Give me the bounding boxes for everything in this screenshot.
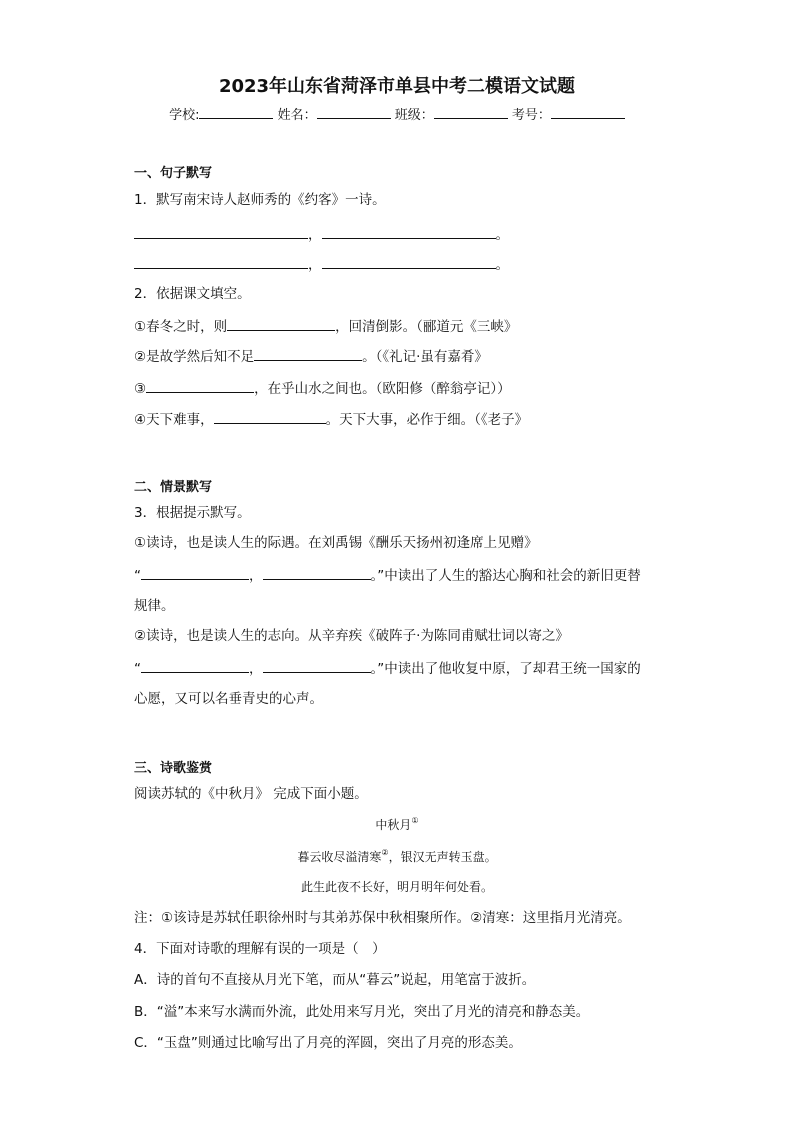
answer-blank[interactable] bbox=[263, 567, 371, 580]
option-a[interactable]: A．诗的首句不直接从月光下笔，而从“暮云”说起，用笔富于波折。 bbox=[134, 972, 536, 988]
answer-blank[interactable] bbox=[254, 348, 362, 361]
question-2: 2．依据课文填空。 bbox=[134, 286, 251, 302]
q2-item-1: ①春冬之时，则 ，回清倒影。（郦道元《三峡》 bbox=[134, 319, 518, 335]
answer-blank[interactable] bbox=[146, 380, 254, 393]
class-blank[interactable] bbox=[434, 106, 508, 119]
answer-blank[interactable] bbox=[134, 256, 308, 269]
q3-item-1-cont: 规律。 bbox=[134, 598, 175, 614]
name-label: 姓名： bbox=[277, 108, 317, 123]
exam-no-blank[interactable] bbox=[551, 106, 625, 119]
footnote-marker: ① bbox=[411, 816, 419, 825]
q2-item-4: ④天下难事， 。天下大事，必作于细。（《老子》 bbox=[134, 412, 529, 428]
page-title: 2023年山东省菏泽市单县中考二模语文试题 bbox=[218, 76, 576, 97]
q1-line-1: ， 。 bbox=[134, 226, 509, 243]
poem-line-1: 暮云收尽溢清寒②，银汉无声转玉盘。 bbox=[297, 848, 497, 864]
q3-item-2-answer: “ ， 。”中读出了他收复中原，了却君王统一国家的 bbox=[134, 661, 641, 677]
name-blank[interactable] bbox=[317, 106, 391, 119]
q2-item-2: ②是故学然后知不足 。（《礼记·虽有嘉肴》 bbox=[134, 349, 488, 365]
option-b[interactable]: B．“溢”本来写水满而外流，此处用来写月光，突出了月光的清亮和静态美。 bbox=[134, 1004, 590, 1020]
answer-blank[interactable] bbox=[134, 226, 308, 239]
question-3: 3．根据提示默写。 bbox=[134, 505, 251, 521]
answer-blank[interactable] bbox=[322, 256, 496, 269]
q3-item-1-answer: “ ， 。”中读出了人生的豁达心胸和社会的新旧更替 bbox=[134, 568, 641, 584]
poem-title: 中秋月① bbox=[375, 816, 419, 832]
answer-blank[interactable] bbox=[141, 660, 249, 673]
section-heading-2: 二、情景默写 bbox=[134, 480, 213, 495]
question-1: 1．默写南宋诗人赵师秀的《约客》一诗。 bbox=[134, 192, 386, 208]
poem-intro: 阅读苏轼的《中秋月》 完成下面小题。 bbox=[134, 786, 368, 802]
poem-line-2: 此生此夜不长好，明月明年何处看。 bbox=[300, 880, 493, 894]
q1-line-2: ， 。 bbox=[134, 256, 509, 273]
exam-no-label: 考号： bbox=[511, 108, 551, 123]
section-heading-1: 一、句子默写 bbox=[134, 166, 213, 181]
school-blank[interactable] bbox=[199, 106, 273, 119]
student-info-row bbox=[0, 104, 794, 123]
answer-blank[interactable] bbox=[263, 660, 371, 673]
class-label: 班级： bbox=[394, 108, 434, 123]
answer-blank[interactable] bbox=[227, 318, 335, 331]
school-label: 学校: bbox=[169, 108, 200, 123]
q3-item-2-cont: 心愿，又可以名垂青史的心声。 bbox=[134, 691, 323, 707]
poem-note: 注：①该诗是苏轼任职徐州时与其弟苏保中秋相聚所作。②清寒：这里指月光清亮。 bbox=[134, 910, 631, 926]
section-heading-3: 三、诗歌鉴赏 bbox=[134, 761, 213, 776]
q3-item-2: ②读诗，也是读人生的志向。从辛弃疾《破阵子·为陈同甫赋壮词以寄之》 bbox=[134, 628, 569, 644]
footnote-marker: ② bbox=[381, 848, 389, 857]
question-4: 4．下面对诗歌的理解有误的一项是（ ） bbox=[134, 941, 386, 957]
answer-blank[interactable] bbox=[214, 411, 326, 424]
answer-blank[interactable] bbox=[322, 226, 496, 239]
answer-blank[interactable] bbox=[141, 567, 249, 580]
q3-item-1: ①读诗，也是读人生的际遇。在刘禹锡《酬乐天扬州初逢席上见赠》 bbox=[134, 535, 538, 551]
option-c[interactable]: C．“玉盘”则通过比喻写出了月亮的浑圆，突出了月亮的形态美。 bbox=[134, 1035, 522, 1051]
q2-item-3: ③ ，在乎山水之间也。（欧阳修（醉翁亭记）） bbox=[134, 381, 511, 397]
